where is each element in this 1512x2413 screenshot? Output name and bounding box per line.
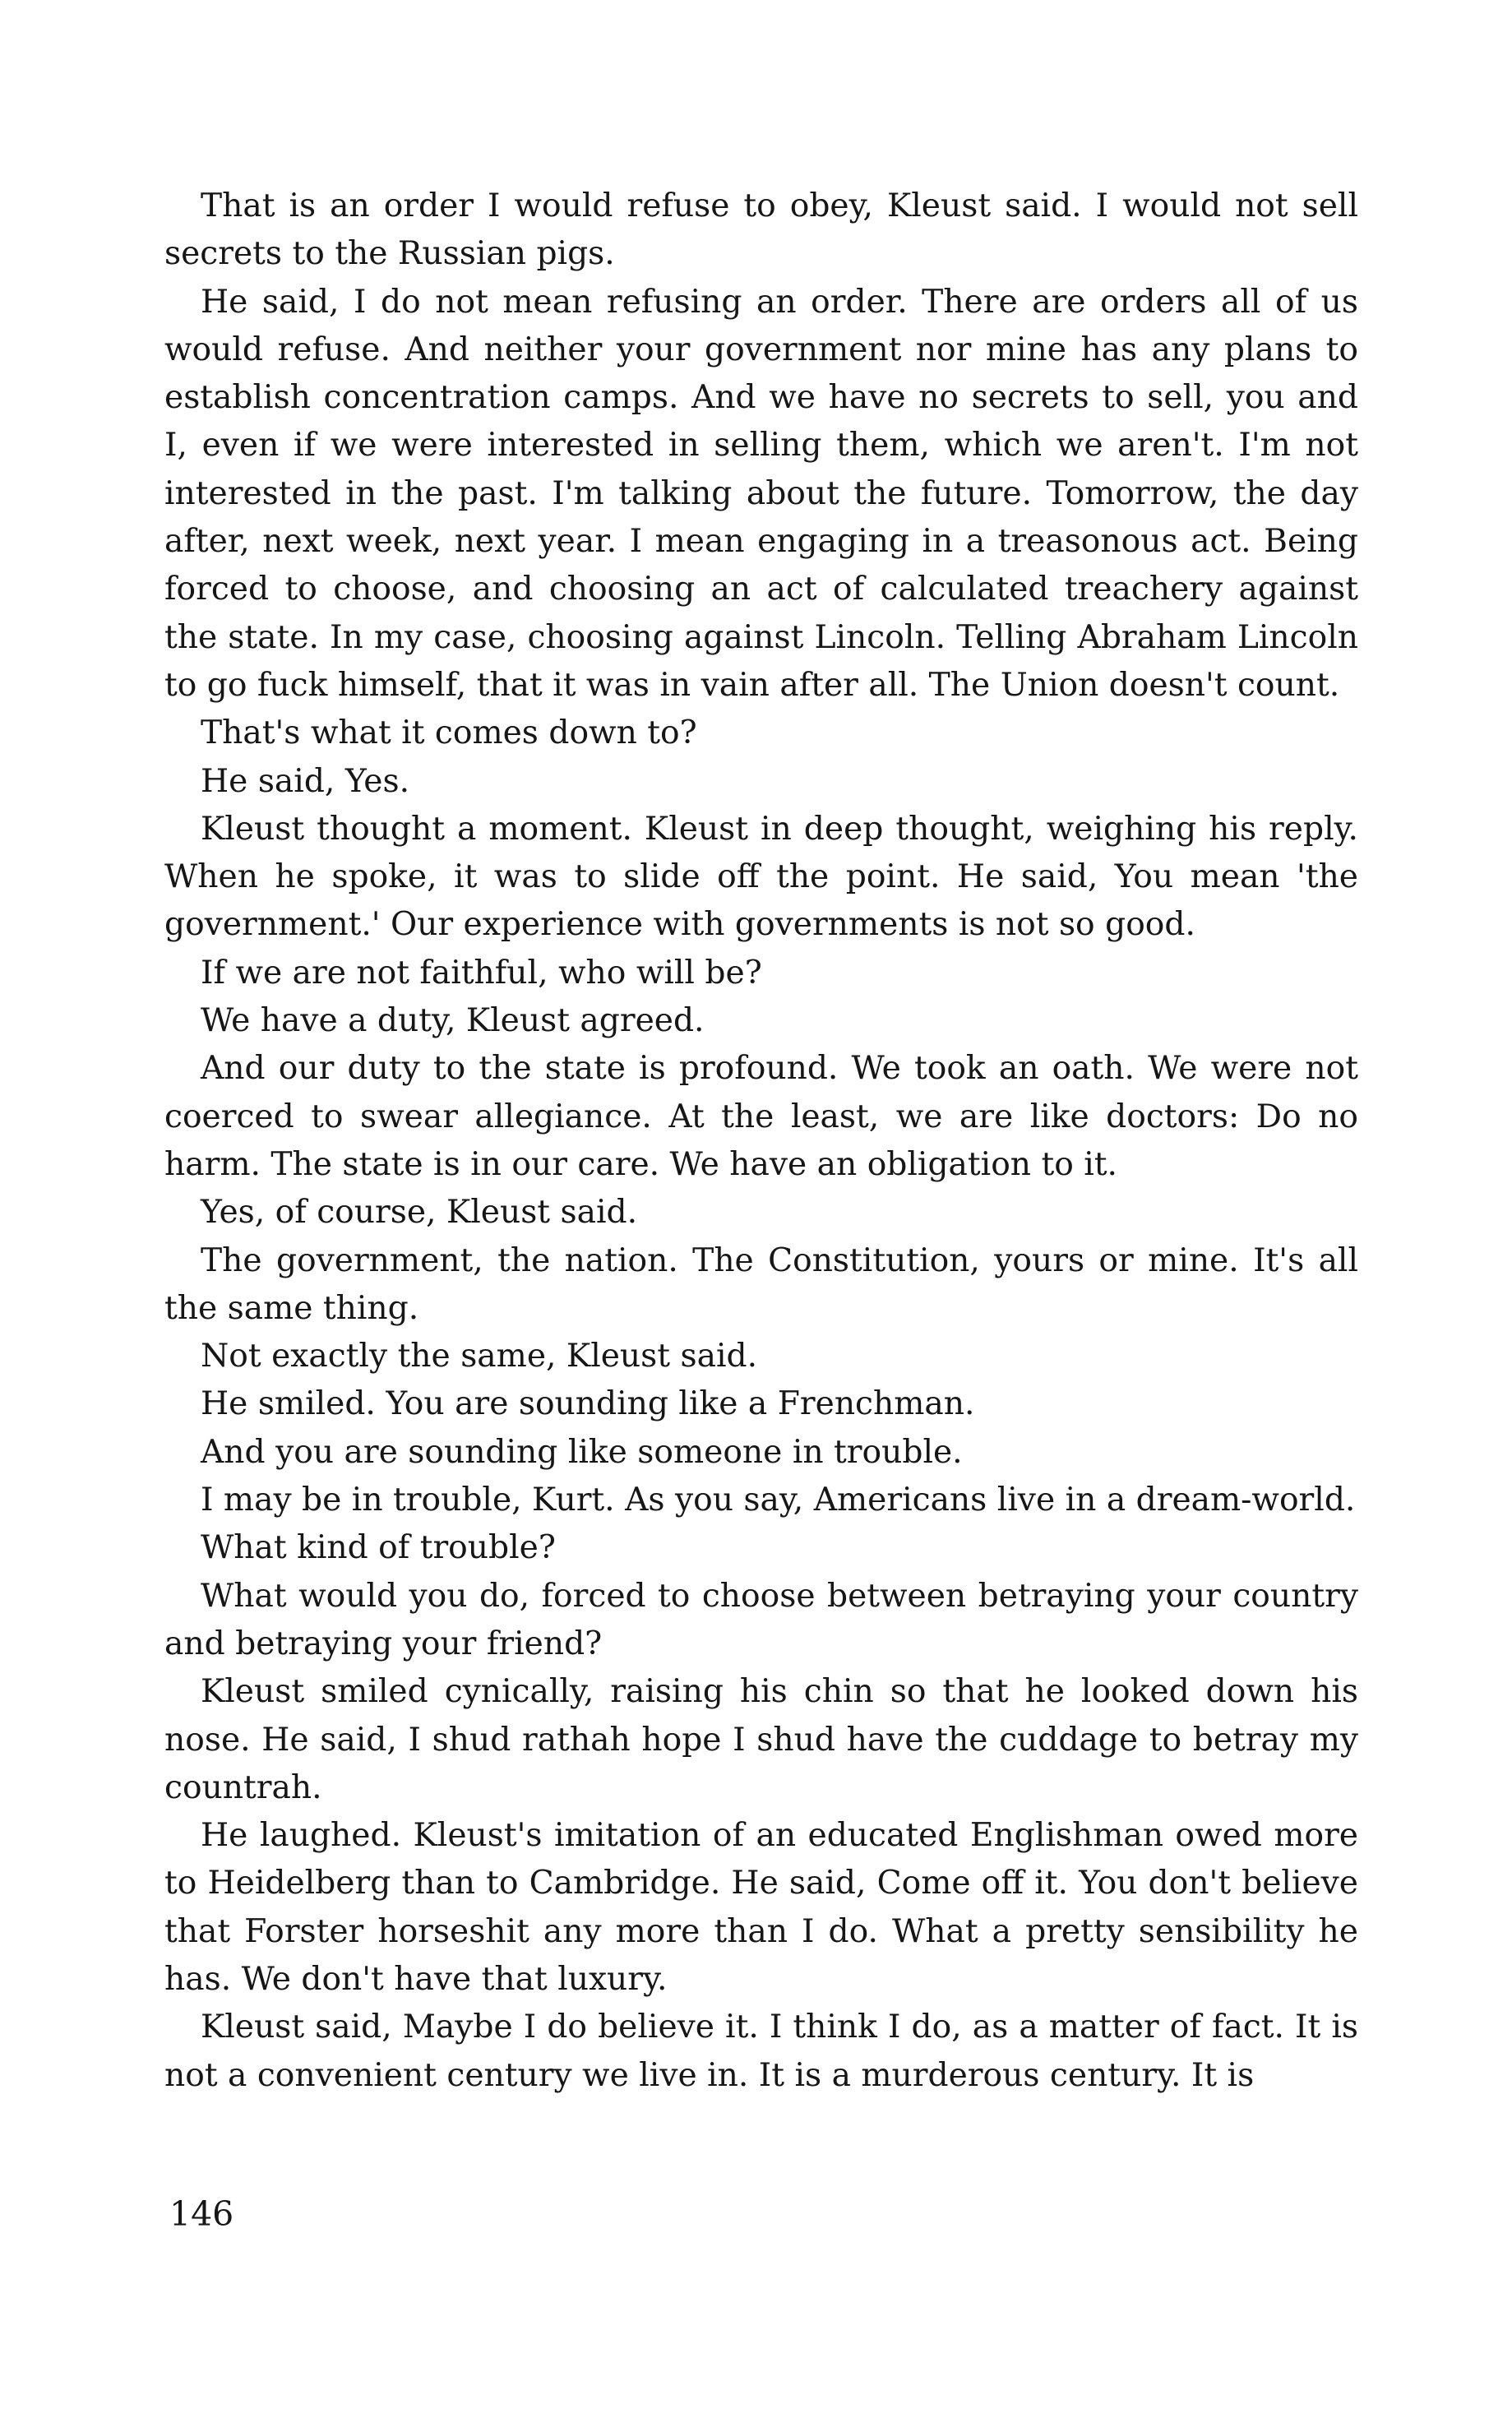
paragraph: And you are sounding like someone in trouble. [201, 1433, 963, 1471]
paragraph: If we are not faithful, who will be? [201, 954, 762, 992]
paragraph: That is an order I would refuse to obey, Kleust said. I would not sell secrets to the Russian pigs. [164, 187, 1358, 273]
paragraph: Kleust smiled cynically, raising his chin so that he looked down his nose. He said, I shud rathah hope I shud have the cuddage to betray my countrah. [164, 1673, 1358, 1806]
paragraph: And our duty to the state is profound. We took an oath. We were not coerced to swear allegiance. At the least, we are like doctors: Do no harm. The state is in our care. We have an obligation to it. [164, 1050, 1358, 1183]
page-body [164, 183, 1358, 2100]
paragraph: The government, the nation. The Constitution, yours or mine. It's all the same thing. [164, 1241, 1358, 1327]
paragraph: He said, Yes. [201, 762, 410, 800]
paragraph: I may be in trouble, Kurt. As you say, Americans live in a dream-world. [201, 1482, 1356, 1519]
paragraph: He smiled. You are sounding like a Frenchman. [201, 1385, 975, 1423]
paragraph: Kleust thought a moment. Kleust in deep thought, weighing his reply. When he spoke, it was to slide off the point. He said, You mean 'the government.' Our experience with governments is not so good. [164, 810, 1358, 944]
paragraph: Not exactly the same, Kleust said. [201, 1338, 758, 1375]
paragraph: Kleust said, Maybe I do believe it. I think I do, as a matter of fact. It is not a convenient century we live in. It is a murderous century. It is [164, 2009, 1358, 2094]
paragraph: He said, I do not mean refusing an order. There are orders all of us would refuse. And neither your government nor mine has any plans to establish concentration camps. And we have no secrets to sell, you and I, even if we were interested in selling them, which we aren't. I'm not interested in the past. I'm talking about the future. Tomorrow, the day after, next week, next year. I mean engaging in a treasonous act. Being forced to choose, and choosing an act of calculated treachery against the state. In my case, choosing against Lincoln. Telling Abraham Lincoln to go fuck himself, that it was in vain after all. The Union doesn't count. [164, 283, 1358, 704]
paragraph: That's what it comes down to? [201, 714, 697, 752]
page-number: 146 [169, 2194, 234, 2234]
paragraph: He laughed. Kleust's imitation of an educated Englishman owed more to Heidelberg than to Cambridge. He said, Come off it. You don't believe that Forster horseshit any more than I do. What a pretty sensibility he has. We don't have that luxury. [164, 1817, 1358, 1998]
paragraph: Yes, of course, Kleust said. [201, 1194, 638, 1232]
paragraph: What would you do, forced to choose between betraying your country and betraying your friend? [164, 1577, 1358, 1662]
paragraph: What kind of trouble? [201, 1529, 556, 1567]
paragraph: We have a duty, Kleust agreed. [201, 1002, 705, 1040]
